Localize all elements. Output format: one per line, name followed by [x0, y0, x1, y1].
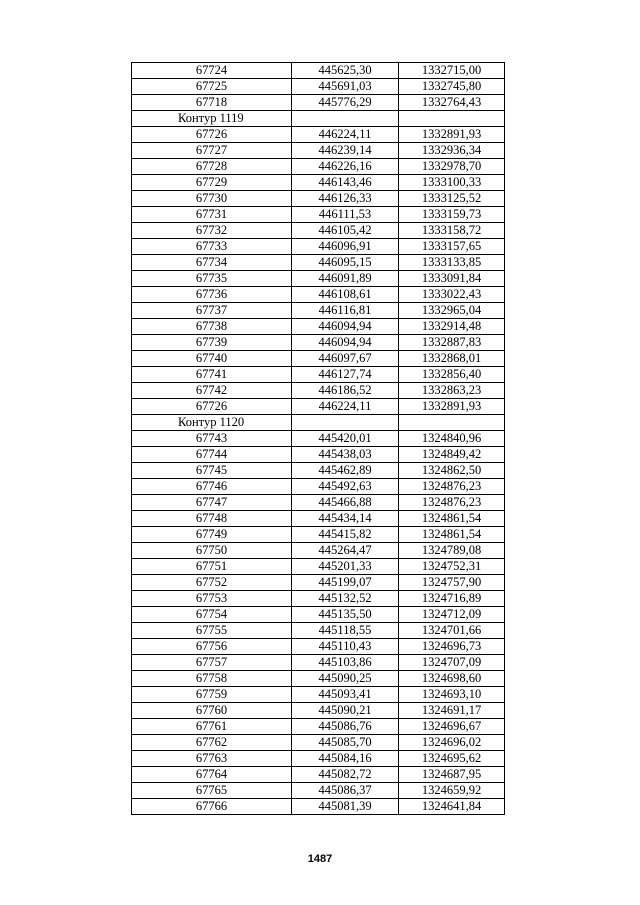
- point-number-cell: 67751: [132, 559, 292, 575]
- y-coordinate-cell: 1333022,43: [399, 287, 505, 303]
- table-row: [132, 159, 505, 175]
- table-row: [132, 127, 505, 143]
- x-coordinate-cell: 445264,47: [292, 543, 399, 559]
- y-coordinate-cell: 1324659,92: [399, 783, 505, 799]
- x-coordinate-cell: 446111,53: [292, 207, 399, 223]
- x-coordinate-cell: 445103,86: [292, 655, 399, 671]
- y-coordinate-cell: 1332891,93: [399, 127, 505, 143]
- point-number-cell: 67754: [132, 607, 292, 623]
- y-coordinate-cell: 1324698,60: [399, 671, 505, 687]
- y-coordinate-cell: 1332868,01: [399, 351, 505, 367]
- y-coordinate-cell: 1333125,52: [399, 191, 505, 207]
- empty-cell: [399, 111, 505, 127]
- y-coordinate-cell: 1332965,04: [399, 303, 505, 319]
- table-row: [132, 607, 505, 623]
- point-number-cell: 67729: [132, 175, 292, 191]
- y-coordinate-cell: 1324696,67: [399, 719, 505, 735]
- x-coordinate-cell: 445084,16: [292, 751, 399, 767]
- x-coordinate-cell: 446226,16: [292, 159, 399, 175]
- y-coordinate-cell: 1324712,09: [399, 607, 505, 623]
- point-number-cell: 67741: [132, 367, 292, 383]
- table-row: [132, 575, 505, 591]
- table-row: [132, 767, 505, 783]
- table-row: [132, 671, 505, 687]
- point-number-cell: 67765: [132, 783, 292, 799]
- point-number-cell: 67761: [132, 719, 292, 735]
- y-coordinate-cell: 1324876,23: [399, 479, 505, 495]
- table-row: [132, 367, 505, 383]
- y-coordinate-cell: 1333157,65: [399, 239, 505, 255]
- y-coordinate-cell: 1324691,17: [399, 703, 505, 719]
- table-row: [132, 351, 505, 367]
- table-row: [132, 399, 505, 415]
- point-number-cell: 67743: [132, 431, 292, 447]
- table-row: [132, 527, 505, 543]
- table-row: [132, 207, 505, 223]
- y-coordinate-cell: 1324696,02: [399, 735, 505, 751]
- x-coordinate-cell: 446143,46: [292, 175, 399, 191]
- point-number-cell: 67745: [132, 463, 292, 479]
- x-coordinate-cell: 445434,14: [292, 511, 399, 527]
- x-coordinate-cell: 445462,89: [292, 463, 399, 479]
- table-row: [132, 463, 505, 479]
- point-number-cell: 67740: [132, 351, 292, 367]
- table-row: [132, 479, 505, 495]
- y-coordinate-cell: 1332887,83: [399, 335, 505, 351]
- point-number-cell: 67760: [132, 703, 292, 719]
- x-coordinate-cell: 445110,43: [292, 639, 399, 655]
- y-coordinate-cell: 1332856,40: [399, 367, 505, 383]
- point-number-cell: 67752: [132, 575, 292, 591]
- y-coordinate-cell: 1324641,84: [399, 799, 505, 815]
- x-coordinate-cell: 445086,76: [292, 719, 399, 735]
- x-coordinate-cell: 446094,94: [292, 335, 399, 351]
- point-number-cell: 67748: [132, 511, 292, 527]
- x-coordinate-cell: 445691,03: [292, 79, 399, 95]
- point-number-cell: 67758: [132, 671, 292, 687]
- point-number-cell: 67736: [132, 287, 292, 303]
- x-coordinate-cell: 446094,94: [292, 319, 399, 335]
- point-number-cell: 67737: [132, 303, 292, 319]
- x-coordinate-cell: 446095,15: [292, 255, 399, 271]
- x-coordinate-cell: 445776,29: [292, 95, 399, 111]
- point-number-cell: 67739: [132, 335, 292, 351]
- y-coordinate-cell: 1332914,48: [399, 319, 505, 335]
- y-coordinate-cell: 1324861,54: [399, 511, 505, 527]
- point-number-cell: 67744: [132, 447, 292, 463]
- table-row: [132, 623, 505, 639]
- point-number-cell: 67742: [132, 383, 292, 399]
- x-coordinate-cell: 445492,63: [292, 479, 399, 495]
- table-row: [132, 95, 505, 111]
- empty-cell: [292, 111, 399, 127]
- x-coordinate-cell: 445420,01: [292, 431, 399, 447]
- coordinate-table-body: [132, 63, 505, 815]
- table-row: [132, 495, 505, 511]
- y-coordinate-cell: 1324752,31: [399, 559, 505, 575]
- point-number-cell: 67731: [132, 207, 292, 223]
- x-coordinate-cell: 445415,82: [292, 527, 399, 543]
- point-number-cell: 67764: [132, 767, 292, 783]
- table-row: [132, 239, 505, 255]
- table-row: [132, 319, 505, 335]
- y-coordinate-cell: 1324707,09: [399, 655, 505, 671]
- y-coordinate-cell: 1332978,70: [399, 159, 505, 175]
- x-coordinate-cell: 446116,81: [292, 303, 399, 319]
- point-number-cell: 67726: [132, 127, 292, 143]
- point-number-cell: 67732: [132, 223, 292, 239]
- y-coordinate-cell: 1333158,72: [399, 223, 505, 239]
- y-coordinate-cell: 1324849,42: [399, 447, 505, 463]
- y-coordinate-cell: 1324701,66: [399, 623, 505, 639]
- x-coordinate-cell: 446186,52: [292, 383, 399, 399]
- coordinate-table: [131, 62, 505, 815]
- point-number-cell: 67756: [132, 639, 292, 655]
- table-row: [132, 303, 505, 319]
- table-row: [132, 511, 505, 527]
- point-number-cell: 67750: [132, 543, 292, 559]
- point-number-cell: 67755: [132, 623, 292, 639]
- table-row: [132, 735, 505, 751]
- x-coordinate-cell: 445086,37: [292, 783, 399, 799]
- point-number-cell: 67763: [132, 751, 292, 767]
- empty-cell: [292, 415, 399, 431]
- table-row: [132, 271, 505, 287]
- x-coordinate-cell: 445135,50: [292, 607, 399, 623]
- y-coordinate-cell: 1332936,34: [399, 143, 505, 159]
- y-coordinate-cell: 1324695,62: [399, 751, 505, 767]
- empty-cell: [399, 415, 505, 431]
- x-coordinate-cell: 446108,61: [292, 287, 399, 303]
- y-coordinate-cell: 1332715,00: [399, 63, 505, 79]
- point-number-cell: 67746: [132, 479, 292, 495]
- table-row: [132, 335, 505, 351]
- point-number-cell: 67727: [132, 143, 292, 159]
- table-row: [132, 799, 505, 815]
- x-coordinate-cell: 445085,70: [292, 735, 399, 751]
- point-number-cell: 67718: [132, 95, 292, 111]
- table-row: [132, 559, 505, 575]
- table-row: [132, 655, 505, 671]
- y-coordinate-cell: 1332764,43: [399, 95, 505, 111]
- point-number-cell: 67759: [132, 687, 292, 703]
- table-row: [132, 543, 505, 559]
- x-coordinate-cell: 445093,41: [292, 687, 399, 703]
- x-coordinate-cell: 446091,89: [292, 271, 399, 287]
- table-row: [132, 447, 505, 463]
- x-coordinate-cell: 445082,72: [292, 767, 399, 783]
- table-row: [132, 751, 505, 767]
- point-number-cell: 67749: [132, 527, 292, 543]
- point-number-cell: 67753: [132, 591, 292, 607]
- x-coordinate-cell: 445090,21: [292, 703, 399, 719]
- table-row: [132, 287, 505, 303]
- table-row: [132, 719, 505, 735]
- table-row: [132, 591, 505, 607]
- x-coordinate-cell: 445199,07: [292, 575, 399, 591]
- table-row: [132, 783, 505, 799]
- contour-label: Контур 1119: [132, 111, 292, 127]
- table-row: [132, 143, 505, 159]
- x-coordinate-cell: 446105,42: [292, 223, 399, 239]
- x-coordinate-cell: 445438,03: [292, 447, 399, 463]
- x-coordinate-cell: 446126,33: [292, 191, 399, 207]
- point-number-cell: 67724: [132, 63, 292, 79]
- point-number-cell: 67734: [132, 255, 292, 271]
- table-row: [132, 687, 505, 703]
- y-coordinate-cell: 1332891,93: [399, 399, 505, 415]
- x-coordinate-cell: 446097,67: [292, 351, 399, 367]
- x-coordinate-cell: 445081,39: [292, 799, 399, 815]
- table-row: [132, 63, 505, 79]
- x-coordinate-cell: 445090,25: [292, 671, 399, 687]
- y-coordinate-cell: 1332745,80: [399, 79, 505, 95]
- point-number-cell: 67726: [132, 399, 292, 415]
- x-coordinate-cell: 446239,14: [292, 143, 399, 159]
- point-number-cell: 67733: [132, 239, 292, 255]
- y-coordinate-cell: 1333091,84: [399, 271, 505, 287]
- table-row: [132, 703, 505, 719]
- point-number-cell: 67738: [132, 319, 292, 335]
- y-coordinate-cell: 1324696,73: [399, 639, 505, 655]
- point-number-cell: 67766: [132, 799, 292, 815]
- y-coordinate-cell: 1324861,54: [399, 527, 505, 543]
- x-coordinate-cell: 446224,11: [292, 399, 399, 415]
- x-coordinate-cell: 446096,91: [292, 239, 399, 255]
- x-coordinate-cell: 445118,55: [292, 623, 399, 639]
- table-row: [132, 191, 505, 207]
- point-number-cell: 67747: [132, 495, 292, 511]
- x-coordinate-cell: 446224,11: [292, 127, 399, 143]
- y-coordinate-cell: 1324862,50: [399, 463, 505, 479]
- contour-header-row: [132, 415, 505, 431]
- table-row: [132, 431, 505, 447]
- table-row: [132, 79, 505, 95]
- y-coordinate-cell: 1332863,23: [399, 383, 505, 399]
- x-coordinate-cell: 445625,30: [292, 63, 399, 79]
- table-row: [132, 639, 505, 655]
- y-coordinate-cell: 1324687,95: [399, 767, 505, 783]
- table-row: [132, 175, 505, 191]
- y-coordinate-cell: 1324789,08: [399, 543, 505, 559]
- x-coordinate-cell: 446127,74: [292, 367, 399, 383]
- y-coordinate-cell: 1324840,96: [399, 431, 505, 447]
- point-number-cell: 67730: [132, 191, 292, 207]
- y-coordinate-cell: 1324757,90: [399, 575, 505, 591]
- point-number-cell: 67725: [132, 79, 292, 95]
- table-row: [132, 223, 505, 239]
- y-coordinate-cell: 1324876,23: [399, 495, 505, 511]
- page-number: 1487: [307, 853, 333, 865]
- x-coordinate-cell: 445201,33: [292, 559, 399, 575]
- x-coordinate-cell: 445132,52: [292, 591, 399, 607]
- y-coordinate-cell: 1333159,73: [399, 207, 505, 223]
- table-row: [132, 255, 505, 271]
- y-coordinate-cell: 1324716,89: [399, 591, 505, 607]
- y-coordinate-cell: 1333133,85: [399, 255, 505, 271]
- point-number-cell: 67728: [132, 159, 292, 175]
- point-number-cell: 67757: [132, 655, 292, 671]
- table-row: [132, 383, 505, 399]
- x-coordinate-cell: 445466,88: [292, 495, 399, 511]
- contour-label: Контур 1120: [132, 415, 292, 431]
- y-coordinate-cell: 1324693,10: [399, 687, 505, 703]
- point-number-cell: 67762: [132, 735, 292, 751]
- point-number-cell: 67735: [132, 271, 292, 287]
- contour-header-row: [132, 111, 505, 127]
- y-coordinate-cell: 1333100,33: [399, 175, 505, 191]
